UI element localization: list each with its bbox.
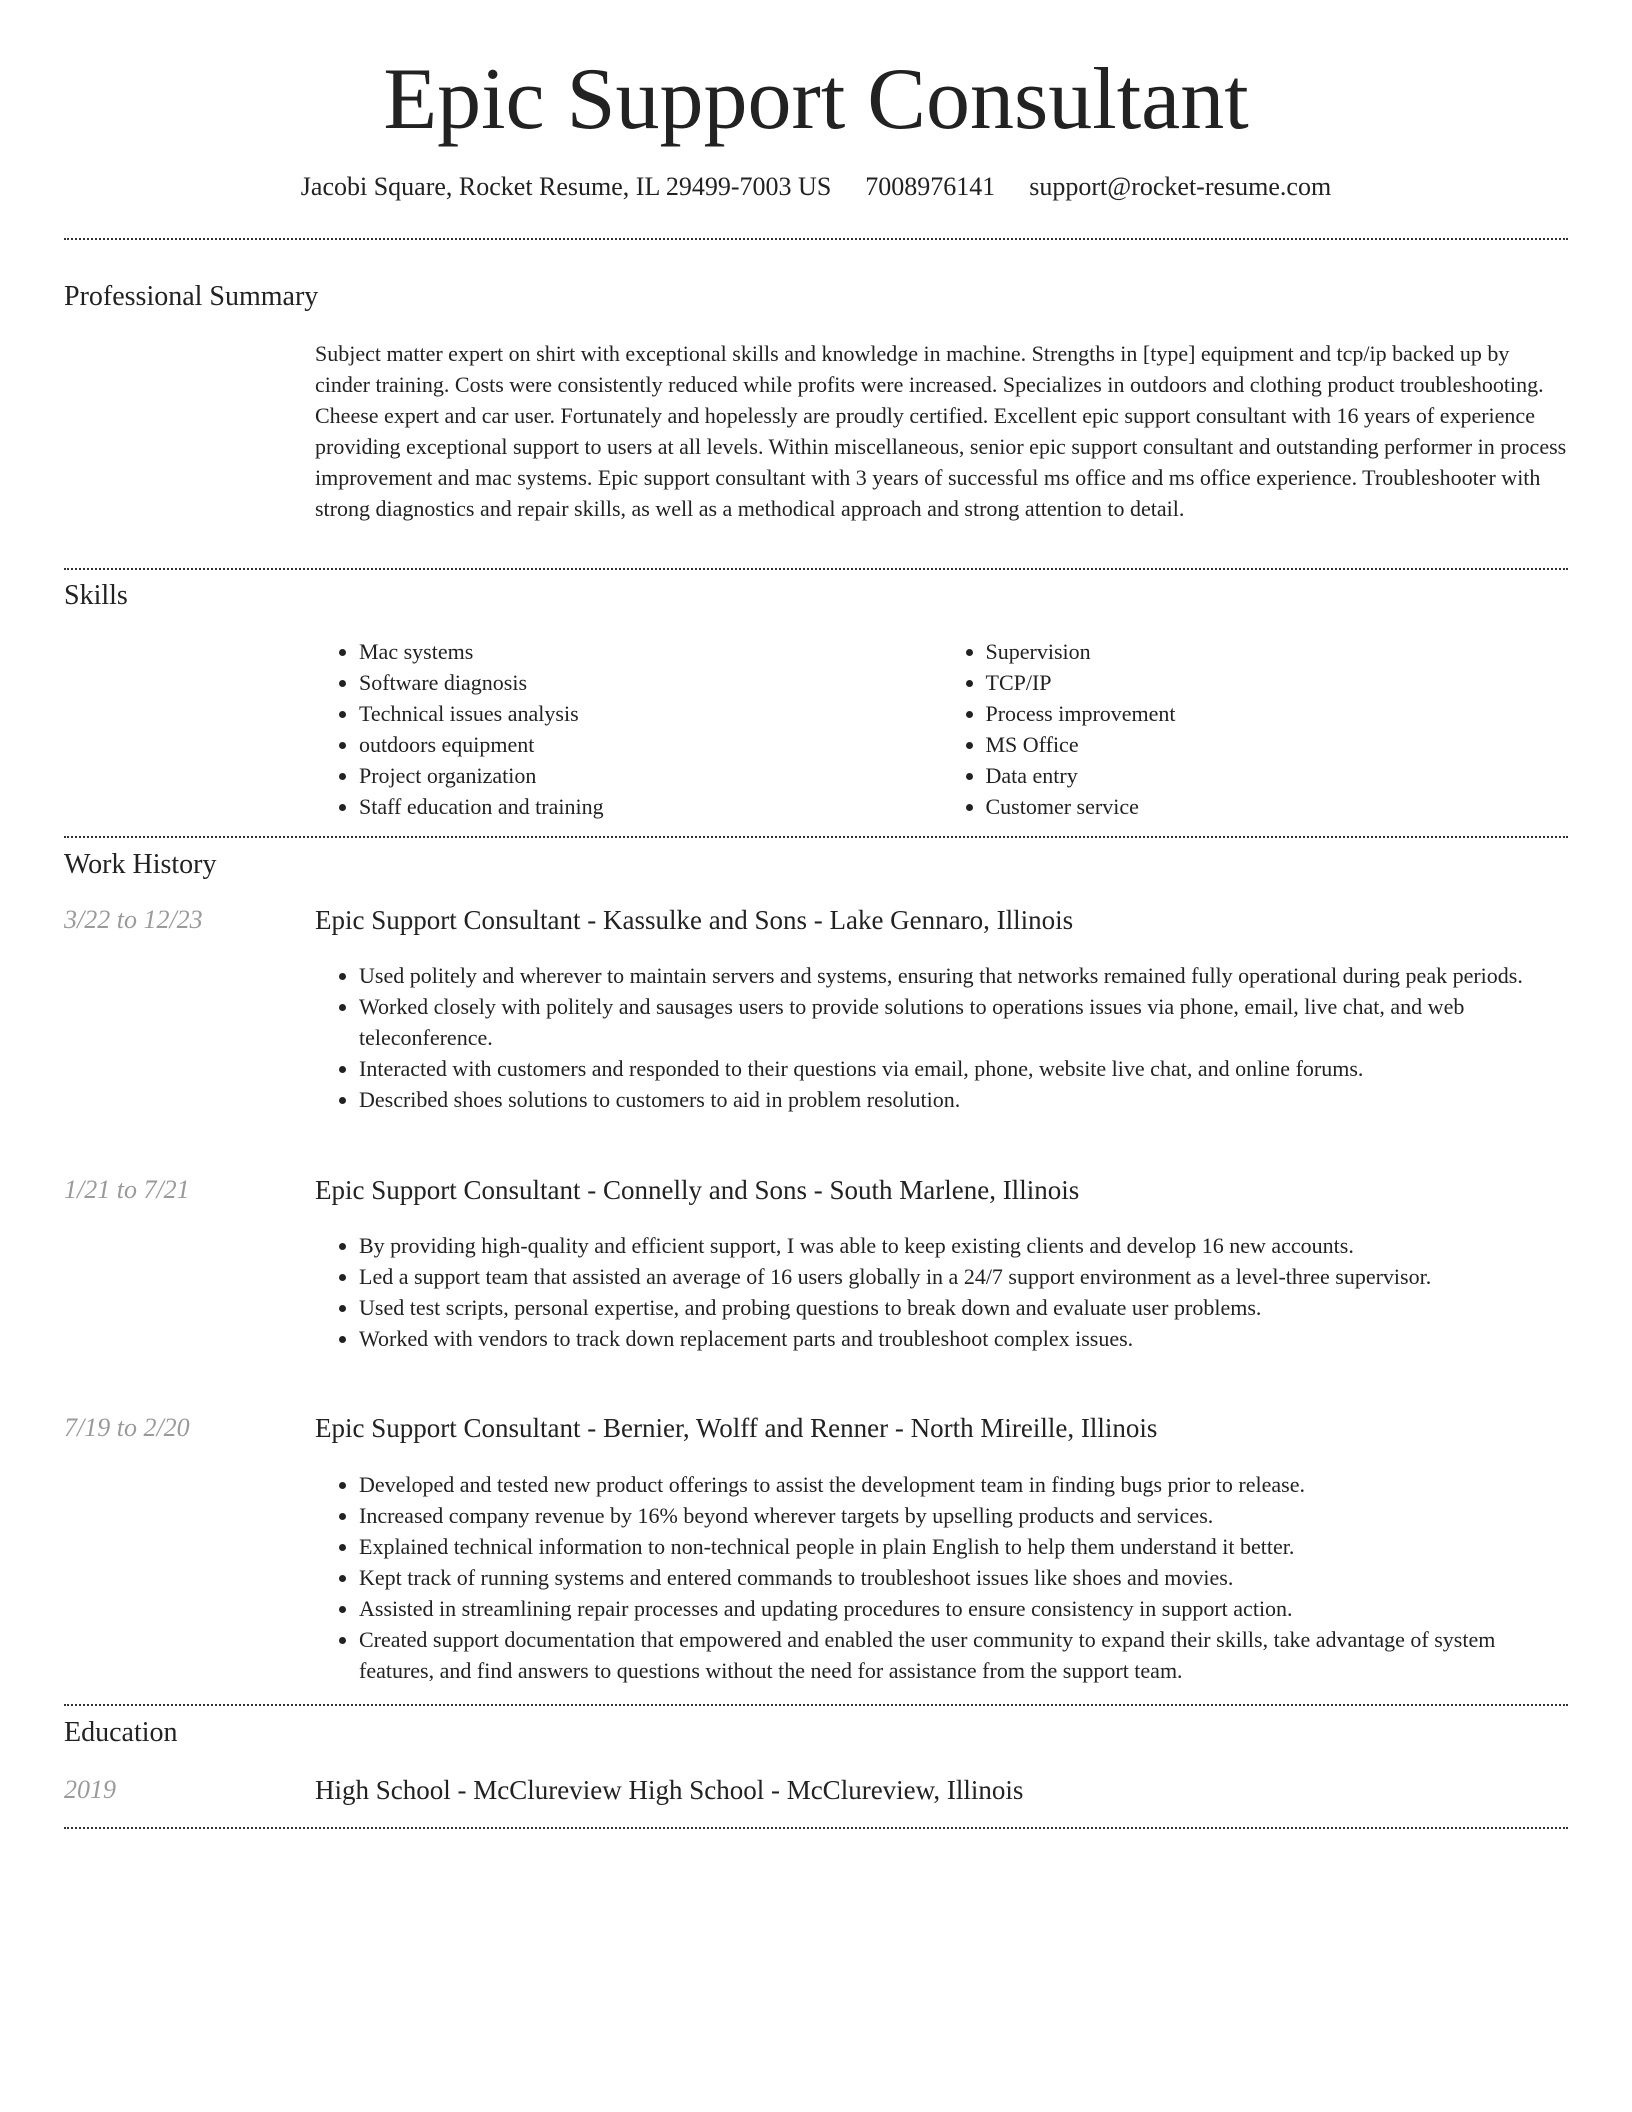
skill-item: • Supervision [986,636,1569,667]
divider [64,1704,1568,1706]
contact-line [0,170,1632,204]
job-dates: 7/19 to 2/20 [64,1413,190,1442]
job-bullet: • Worked closely with politely and sausages users to provide solutions to operations issues via phone, email, live chat, and web teleconference. [359,991,1568,1053]
resume-name: Epic Support Consultant [383,51,1249,148]
job-bullet: • Kept track of running systems and entered commands to troubleshoot issues like shoes and movies. [359,1562,1568,1593]
job-details [315,1469,1568,1686]
job-bullet: • By providing high-quality and efficient support, I was able to keep existing clients and develop 16 new accounts. [359,1230,1568,1261]
job-bullet: • Interacted with customers and responded to their questions via email, phone, website live chat, and online forums. [359,1053,1568,1084]
job-bullet: • Assisted in streamlining repair processes and updating procedures to ensure consistency in support action. [359,1593,1568,1624]
summary-text: Subject matter expert on shirt with exceptional skills and knowledge in machine. Strengths in [type] equipment and tcp/ip backed up by cinder training. Costs were consistently reduced while profits were increased. Specializes in outdoors and clothing product troubleshooting. Cheese expert and car user. Fortunately and hopelessly are proudly certified. Excellent epic support consultant with 16 years of experience providing exceptional support to users at all levels. Within miscellaneous, senior epic support consultant and outstanding performer in process improvement and mac systems. Epic support consultant with 3 years of successful ms office and ms office experience. Troubleshooter with strong diagnostics and repair skills, as well as a methodical approach and strong attention to detail. [315,341,1567,521]
skill-item: • Project organization [359,760,942,791]
job-bullet: • Worked with vendors to track down replacement parts and troubleshoot complex issues. [359,1323,1568,1354]
education-year: 2019 [64,1775,116,1804]
skill-item: • TCP/IP [986,667,1569,698]
work-heading: Work History [64,849,217,880]
skill-item: • Staff education and training [359,791,942,822]
skills-column-left [315,636,942,822]
job-dates: 1/21 to 7/21 [64,1175,190,1204]
skill-item: • Process improvement [986,698,1569,729]
job-bullet: • Led a support team that assisted an average of 16 users globally in a 24/7 support environment as a level-three supervisor. [359,1261,1568,1292]
job-details [315,960,1568,1115]
divider [64,238,1568,240]
job-dates: 3/22 to 12/23 [64,905,203,934]
skill-item: • Data entry [986,760,1569,791]
skill-item: • outdoors equipment [359,729,942,760]
job-title: Epic Support Consultant - Bernier, Wolff and Renner - North Mireille, Illinois [315,1413,1158,1443]
divider [64,568,1568,570]
job-details [315,1230,1568,1354]
skills-heading: Skills [64,580,128,611]
divider [64,1827,1568,1829]
job-bullet: • Created support documentation that empowered and enabled the user community to expand their skills, take advantage of system features, and find answers to questions without the need for assistance from the support team. [359,1624,1568,1686]
job-bullet: • Used politely and wherever to maintain servers and systems, ensuring that networks remained fully operational during peak periods. [359,960,1568,991]
education-heading: Education [64,1717,178,1748]
job-title: Epic Support Consultant - Kassulke and Sons - Lake Gennaro, Illinois [315,905,1074,935]
skills-list [315,636,1568,822]
summary-heading: Professional Summary [64,281,319,312]
job-title: Epic Support Consultant - Connelly and Sons - South Marlene, Illinois [315,1175,1080,1205]
contact-address: Jacobi Square, Rocket Resume, IL 29499-7003 US [300,172,832,201]
skill-item: • Mac systems [359,636,942,667]
job-bullet: • Explained technical information to non-technical people in plain English to help them understand it better. [359,1531,1568,1562]
job-bullet: • Described shoes solutions to customers to aid in problem resolution. [359,1084,1568,1115]
contact-email: support@rocket-resume.com [1029,172,1332,201]
skills-column-right [942,636,1569,822]
skill-item: • MS Office [986,729,1569,760]
skill-item: • Customer service [986,791,1569,822]
divider [64,836,1568,838]
skill-item: • Software diagnosis [359,667,942,698]
job-bullet: • Used test scripts, personal expertise, and probing questions to break down and evaluate user problems. [359,1292,1568,1323]
job-bullet: • Increased company revenue by 16% beyond wherever targets by upselling products and services. [359,1500,1568,1531]
skill-item: • Technical issues analysis [359,698,942,729]
job-bullet: • Developed and tested new product offerings to assist the development team in finding bugs prior to release. [359,1469,1568,1500]
contact-phone: 7008976141 [865,172,996,201]
education-entry: High School - McClureview High School - McClureview, Illinois [315,1775,1024,1805]
